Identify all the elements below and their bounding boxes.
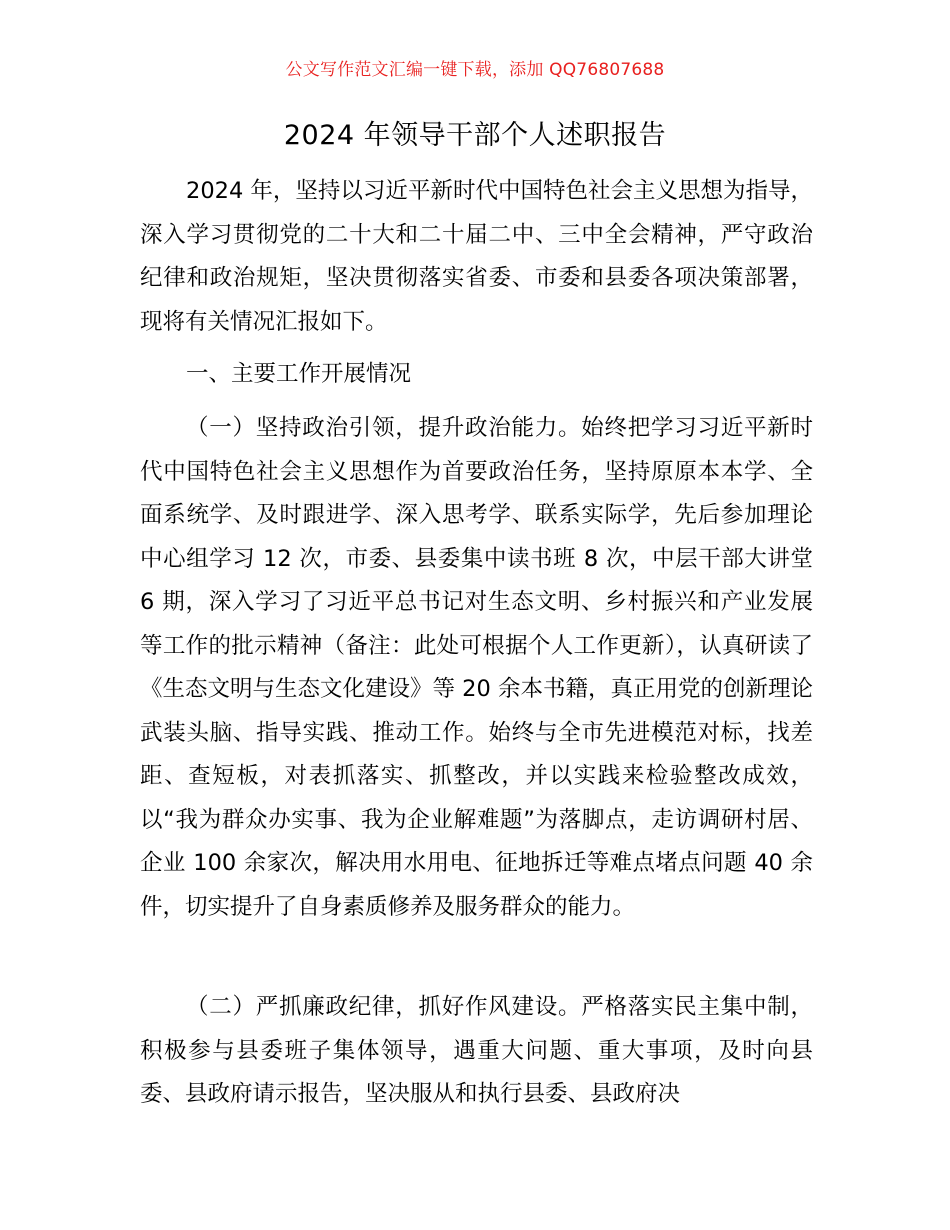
document-title: 2024 年领导干部个人述职报告 (283, 120, 667, 151)
paragraph-1-block (140, 407, 813, 929)
paragraph-political-leadership: （一）坚持政治引领，提升政治能力。始终把学习习近平新时代中国特色社会主义思想作为首要政治任务，坚持原原本本学、全面系统学、及时跟进学、深入思考学、联系实际学，先后参加理论中心组学习 12 次，市委、县委集中读书班 8 次，中层干部大讲堂 6 期，深入学习了习近平总书记对生态文明、乡村振兴和产业发展等工作的批示精神（备注：此处可根据个人工作更新），认真研读了《生态文明与生态文化建设》等 20 余本书籍，真正用党的创新理论武装头脑、指导实践、推动工作。始终与全市先进模范对标，找差距、查短板，对表抓落实、抓整改，并以实践来检验整改成效，以“我为群众办实事、我为企业解难题”为落脚点，走访调研村居、企业 100 余家次，解决用水用电、征地拆迁等难点堵点问题 40 余件，切实提升了自身素质修养及服务群众的能力。 (140, 415, 813, 920)
paragraph-discipline: （二）严抓廉政纪律，抓好作风建设。严格落实民主集中制，积极参与县委班子集体领导，遇重大问题、重大事项，及时向县委、县政府请示报告，坚决服从和执行县委、县政府决 (140, 994, 813, 1107)
paragraph-2-block (140, 986, 813, 1117)
section-heading: 一、主要工作开展情况 (186, 361, 412, 387)
download-watermark: 公文写作范文汇编一键下载，添加 QQ76807688 (285, 60, 665, 80)
intro-paragraph: 2024 年，坚持以习近平新时代中国特色社会主义思想为指导，深入学习贯彻党的二十大和二十届二中、三中全会精神，严守政治纪律和政治规矩，坚决贯彻落实省委、市委和县委各项决策部署，现将有关情况汇报如下。 (140, 178, 813, 335)
section-heading-block (140, 353, 813, 397)
intro-block (140, 170, 813, 344)
